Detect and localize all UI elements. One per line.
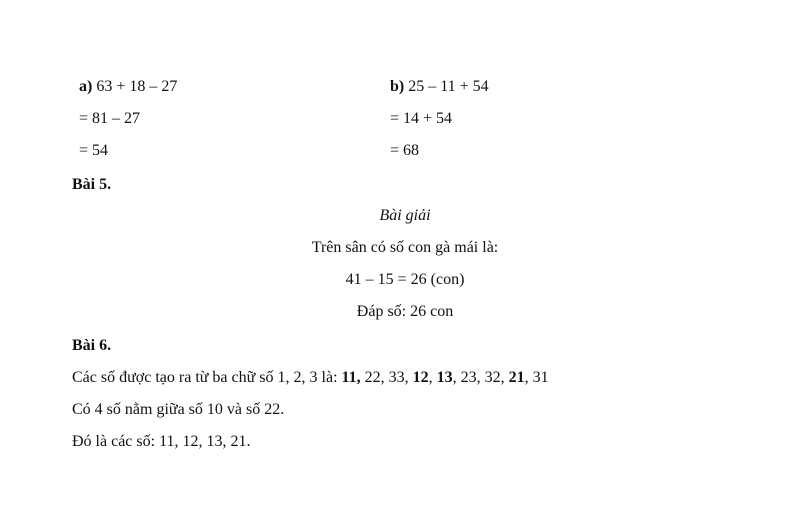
bai5-solution-title: Bài giải [379,207,431,224]
number-text: 22, 33, [360,369,413,386]
bai6-list-intro: Các số được tạo ra từ ba chữ số 1, 2, 3 là: [72,369,342,386]
part-b-expression: 25 – 11 + 54 [408,78,489,95]
number-text: , 31 [524,369,549,386]
part-a-line-1 [79,77,177,97]
part-a-expression: 63 + 18 – 27 [96,78,178,95]
bai6-numbers [342,369,549,386]
part-a-line-2: = 81 – 27 [79,110,141,127]
bold-number: 21 [508,369,525,386]
bai5-answer: Đáp số: 26 con [356,303,454,320]
bai5-sentence: Trên sân có số con gà mái là: [311,239,499,256]
bold-number: 13 [436,369,453,386]
bold-number: 12 [412,369,429,386]
bai5-heading: Bài 5. [72,176,112,193]
part-a-line-3: = 54 [79,142,109,159]
part-b-line-2: = 14 + 54 [390,110,453,127]
bai6-count-sentence: Có 4 số nằm giữa số 10 và số 22. [72,401,285,418]
bai6-conclusion: Đó là các số: 11, 12, 13, 21. [72,433,251,450]
bai6-heading: Bài 6. [72,337,112,354]
part-b-line-3: = 68 [390,142,420,159]
part-a-label: a) [79,78,93,95]
bai6-number-list [72,368,549,388]
bold-number: 11, [341,369,361,386]
part-b-label: b) [390,78,405,95]
bai5-calculation: 41 – 15 = 26 (con) [345,271,465,288]
part-b-line-1 [390,77,489,97]
number-text: , 23, 32, [452,369,509,386]
number-text: , [428,369,437,386]
